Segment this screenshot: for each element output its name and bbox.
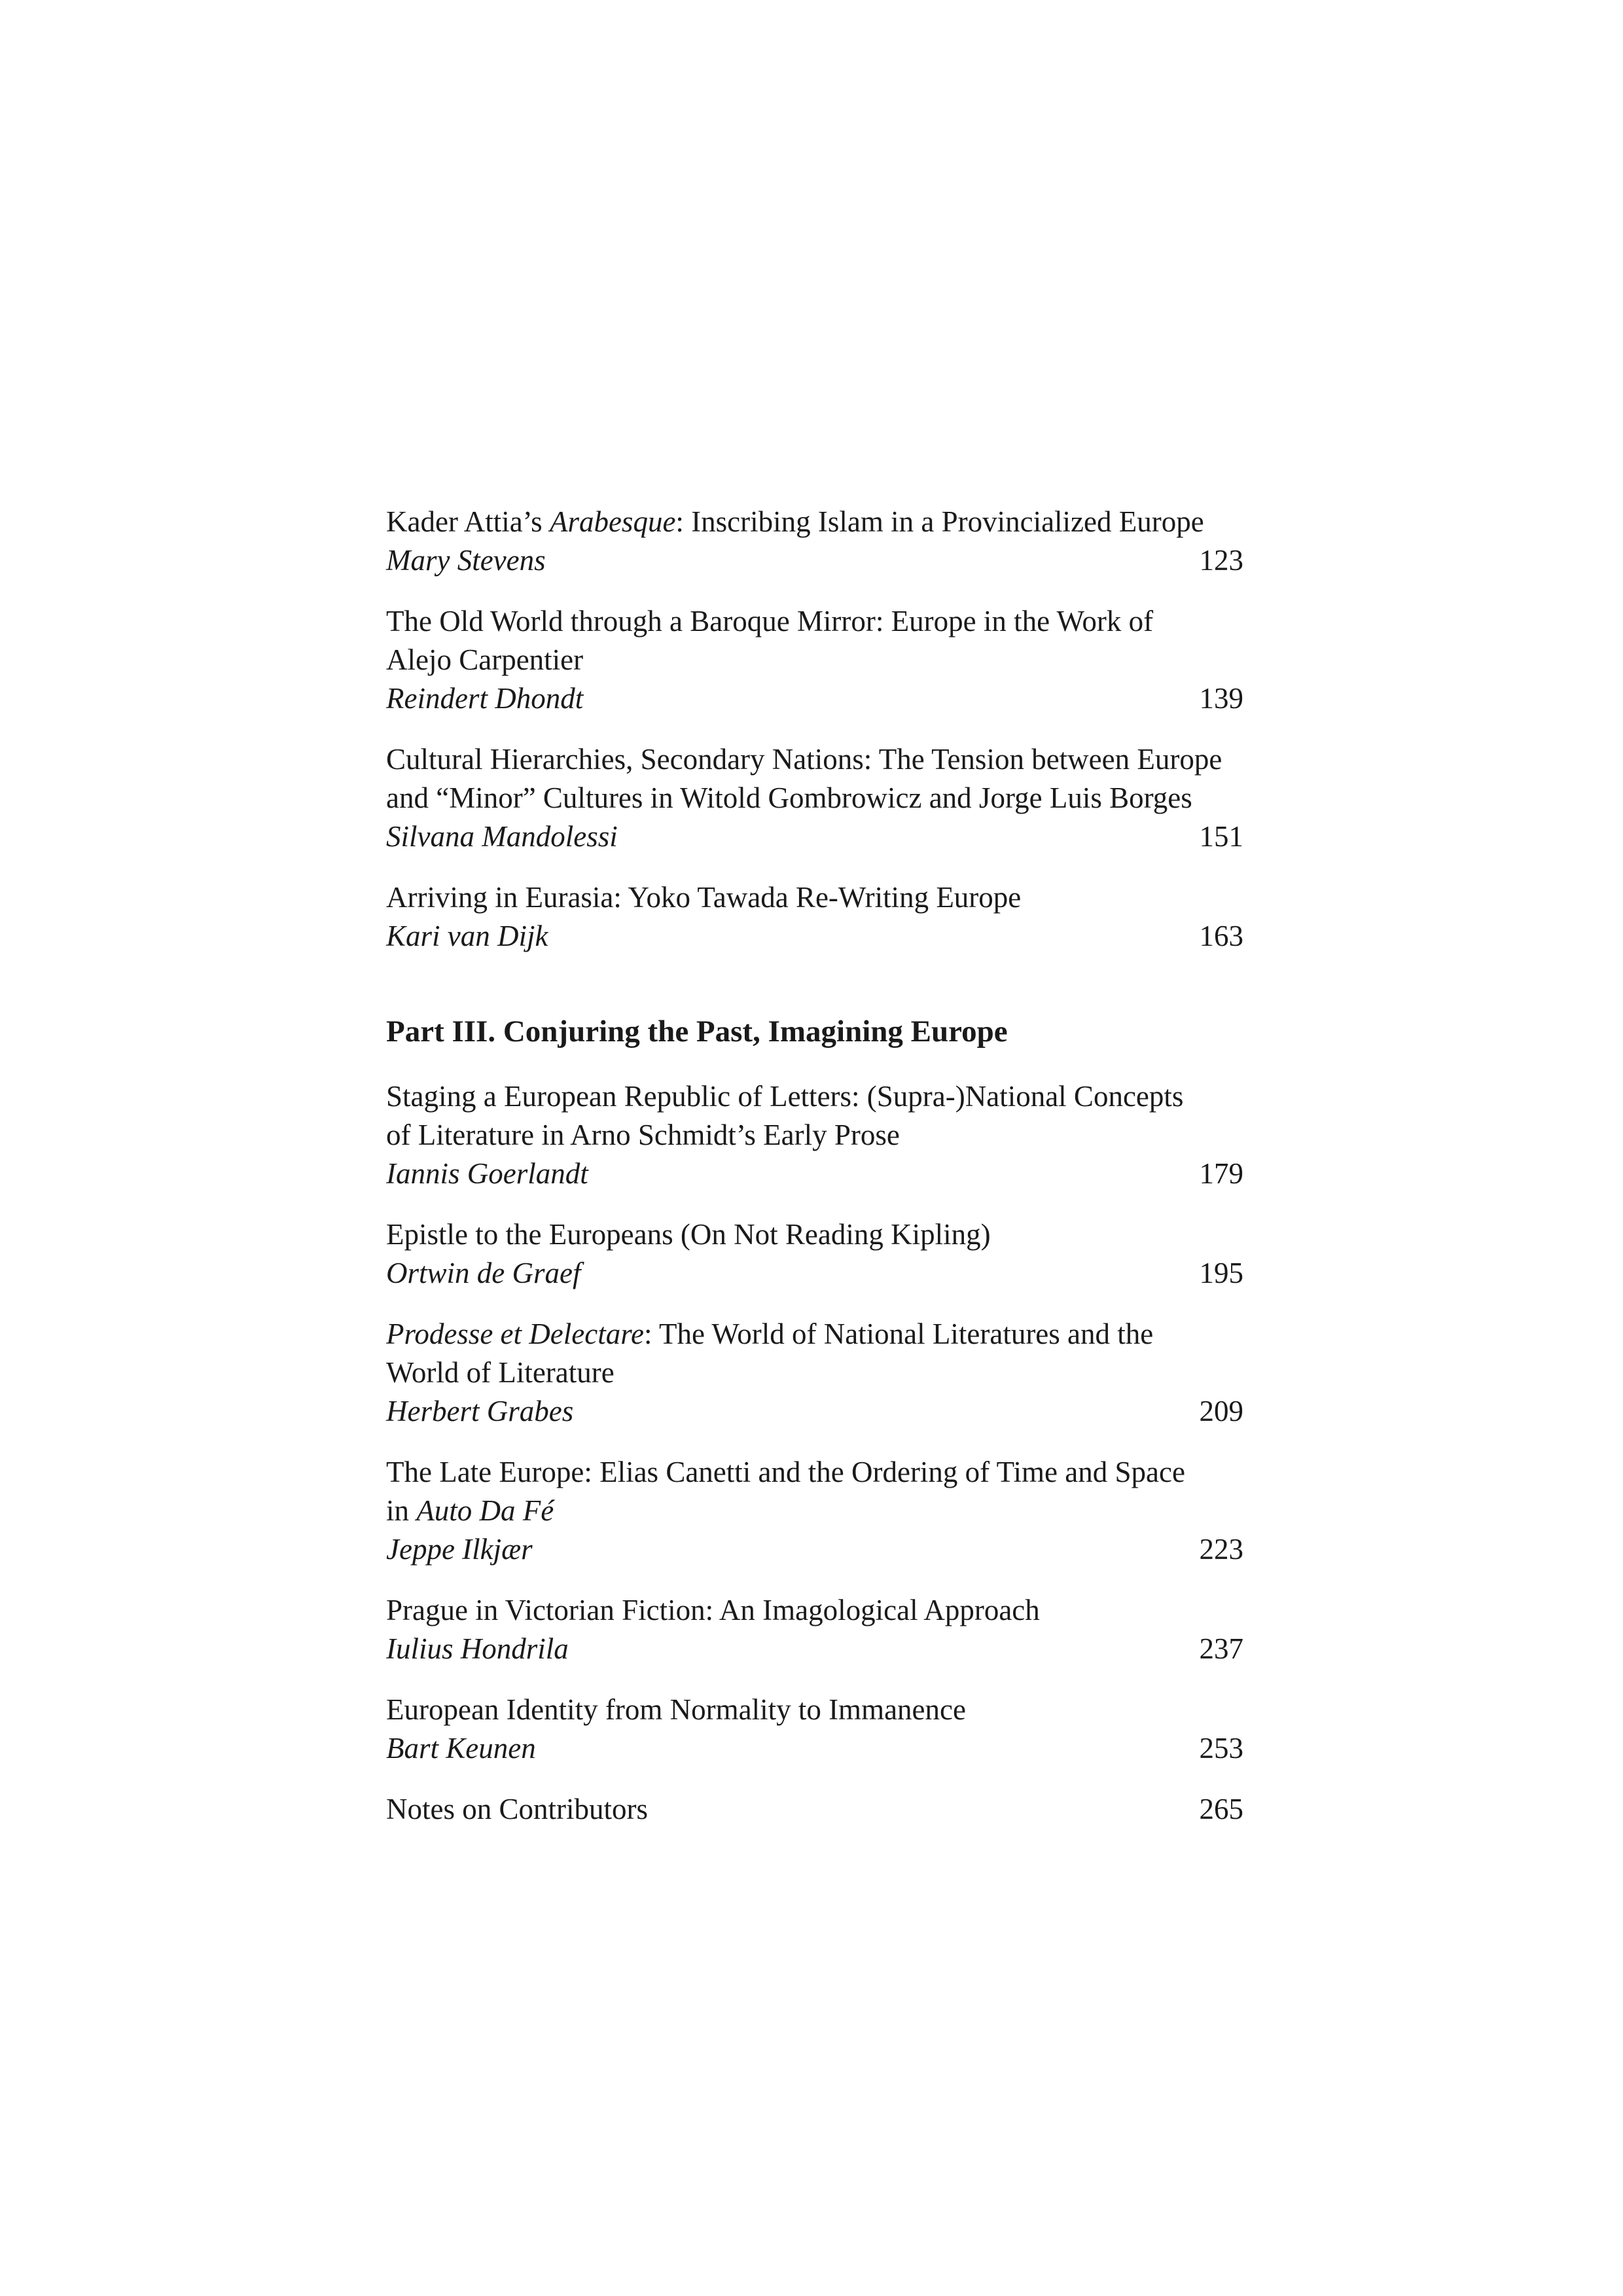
table-of-contents: [386, 503, 1243, 1851]
entry-author: Kari van Dijk: [386, 920, 548, 952]
entry-page-number: 179: [1199, 1157, 1243, 1190]
entry-title-line: Alejo Carpentier: [386, 643, 584, 676]
entry-page-number: 237: [1199, 1632, 1243, 1665]
entry-title-line: Prague in Victorian Fiction: An Imagological Approach: [386, 1594, 1040, 1626]
entry-author-row: [386, 1254, 1243, 1293]
entry-page-number: 265: [1199, 1793, 1243, 1825]
entry-notes-label: Notes on Contributors: [386, 1793, 648, 1825]
toc-entry: [386, 1591, 1243, 1668]
entry-page-number: 195: [1199, 1257, 1243, 1289]
entry-title-line: The Old World through a Baroque Mirror: Europe in the Work of: [386, 605, 1154, 637]
entry-title-line: Staging a European Republic of Letters: (Supra-)National Concepts: [386, 1080, 1184, 1113]
entry-title-line: Epistle to the Europeans (On Not Reading Kipling): [386, 1218, 991, 1251]
entry-author: Iannis Goerlandt: [386, 1157, 588, 1190]
entry-title-italic: Auto Da Fé: [416, 1494, 554, 1527]
entry-author: Iulius Hondrila: [386, 1632, 569, 1665]
entry-title-text: : Inscribing Islam in a Provincialized Europe: [675, 505, 1204, 538]
entry-page-number: 223: [1199, 1533, 1243, 1566]
entry-author-row: [386, 1392, 1243, 1431]
entry-title-line: [386, 1315, 1243, 1354]
entry-title-italic: Arabesque: [549, 505, 676, 538]
part-heading: Part III. Conjuring the Past, Imagining Europe: [386, 1014, 1008, 1049]
entry-title-line: [386, 1492, 1243, 1530]
entry-title-text: in: [386, 1494, 417, 1527]
toc-entry: [386, 878, 1243, 956]
toc-entry: [386, 1215, 1243, 1293]
entry-page-number: 209: [1199, 1395, 1243, 1427]
entry-page-number: 123: [1199, 544, 1243, 577]
entry-page-number: 139: [1199, 682, 1243, 715]
entry-author-row: [386, 1155, 1243, 1193]
entry-title-line: Arriving in Eurasia: Yoko Tawada Re-Writing Europe: [386, 881, 1022, 914]
entry-author: Jeppe Ilkjær: [386, 1533, 533, 1566]
entry-title-line: The Late Europe: Elias Canetti and the Ordering of Time and Space: [386, 1456, 1185, 1488]
entry-title-line: of Literature in Arno Schmidt’s Early Prose: [386, 1119, 900, 1151]
toc-entry: [386, 1453, 1243, 1569]
toc-entry: [386, 1077, 1243, 1193]
entry-author-row: [386, 1530, 1243, 1569]
toc-entry: [386, 740, 1243, 856]
entry-notes-row: [386, 1790, 1243, 1829]
entry-page-number: 253: [1199, 1732, 1243, 1765]
toc-entry-notes: [386, 1790, 1243, 1829]
entry-author-row: [386, 1630, 1243, 1668]
entry-author-row: [386, 679, 1243, 718]
entry-title-text: Kader Attia’s: [386, 505, 550, 538]
entry-author: Silvana Mandolessi: [386, 820, 618, 853]
entry-title: [386, 503, 1243, 541]
entry-page-number: 163: [1199, 920, 1243, 952]
entry-author: Herbert Grabes: [386, 1395, 574, 1427]
entry-author-row: [386, 817, 1243, 856]
toc-entry: [386, 1315, 1243, 1431]
entry-author-row: [386, 917, 1243, 956]
entry-title-text: : The World of National Literatures and the: [644, 1318, 1154, 1350]
entry-title-line: Cultural Hierarchies, Secondary Nations: The Tension between Europe: [386, 743, 1222, 776]
toc-entry: [386, 503, 1243, 580]
entry-title-italic: Prodesse et Delectare: [386, 1318, 645, 1350]
toc-entry: [386, 602, 1243, 718]
entry-author: Bart Keunen: [386, 1732, 536, 1765]
entry-author: Reindert Dhondt: [386, 682, 584, 715]
entry-author-row: [386, 541, 1243, 580]
toc-entry: [386, 1691, 1243, 1768]
entry-title-line: and “Minor” Cultures in Witold Gombrowicz and Jorge Luis Borges: [386, 781, 1192, 814]
entry-author-row: [386, 1729, 1243, 1768]
entry-title-line: European Identity from Normality to Immanence: [386, 1693, 966, 1726]
entry-author: Mary Stevens: [386, 544, 546, 577]
entry-author: Ortwin de Graef: [386, 1257, 581, 1289]
entry-page-number: 151: [1199, 820, 1243, 853]
entry-title-line: World of Literature: [386, 1356, 615, 1389]
